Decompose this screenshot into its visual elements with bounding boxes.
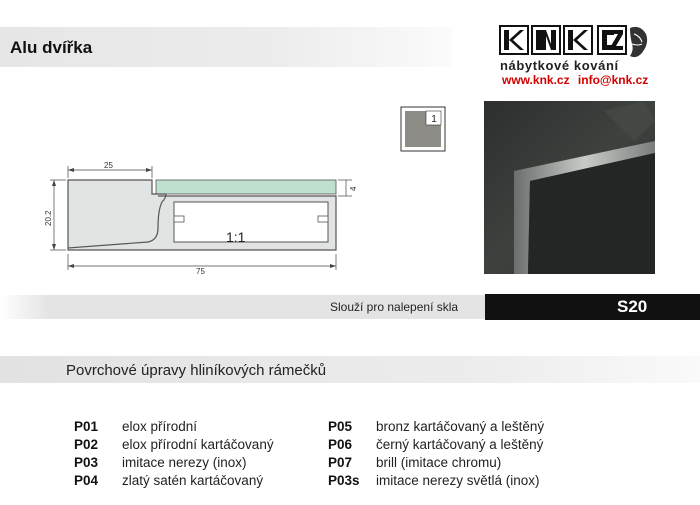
- dim-width-label: 75: [196, 267, 205, 276]
- finish-label: elox přírodní kartáčovaný: [122, 437, 274, 452]
- logo-subtitle: nábytkové kování: [500, 58, 619, 73]
- scale-label: 1:1: [226, 229, 246, 245]
- finish-label: elox přírodní: [122, 419, 198, 434]
- finish-label: brill (imitace chromu): [376, 455, 502, 470]
- finish-code: P06: [328, 437, 353, 452]
- finish-code: P04: [74, 473, 99, 488]
- email-link[interactable]: info@knk.cz: [577, 73, 649, 87]
- finish-code: P01: [74, 419, 99, 434]
- contact-line: [502, 73, 653, 87]
- knk-logo: [498, 22, 650, 62]
- finish-code: P03: [74, 455, 99, 470]
- product-code: S20: [617, 297, 648, 316]
- code-band: [485, 294, 700, 320]
- finish-code: P03s: [328, 473, 360, 488]
- website-link[interactable]: www.knk.cz: [502, 73, 570, 87]
- glass-strip: [156, 180, 336, 194]
- finish-label: černý kartáčovaný a leštěný: [376, 437, 544, 452]
- swatch-number: 1: [431, 114, 437, 125]
- finish-label: zlatý satén kartáčovaný: [122, 473, 264, 488]
- finish-swatch: [400, 106, 446, 152]
- finish-code: P02: [74, 437, 99, 452]
- dim-top-label: 25: [104, 161, 113, 170]
- finishes-title: Povrchové úpravy hliníkových rámečků: [66, 362, 327, 379]
- door-photo: [484, 101, 655, 274]
- dim-height-label: 20.2: [44, 210, 53, 226]
- logo-text: KNK CZ: [508, 42, 512, 43]
- product-caption: Slouží pro nalepení skla: [330, 300, 459, 314]
- finish-label: imitace nerezy (inox): [122, 455, 247, 470]
- finish-label: bronz kartáčovaný a leštěný: [376, 419, 545, 434]
- profile-drawing: [40, 150, 370, 290]
- finish-code: P07: [328, 455, 353, 470]
- finish-label: imitace nerezy světlá (inox): [376, 473, 540, 488]
- dim-glass-label: 4: [349, 186, 358, 191]
- finish-code: P05: [328, 419, 353, 434]
- page-title: Alu dvířka: [10, 38, 93, 57]
